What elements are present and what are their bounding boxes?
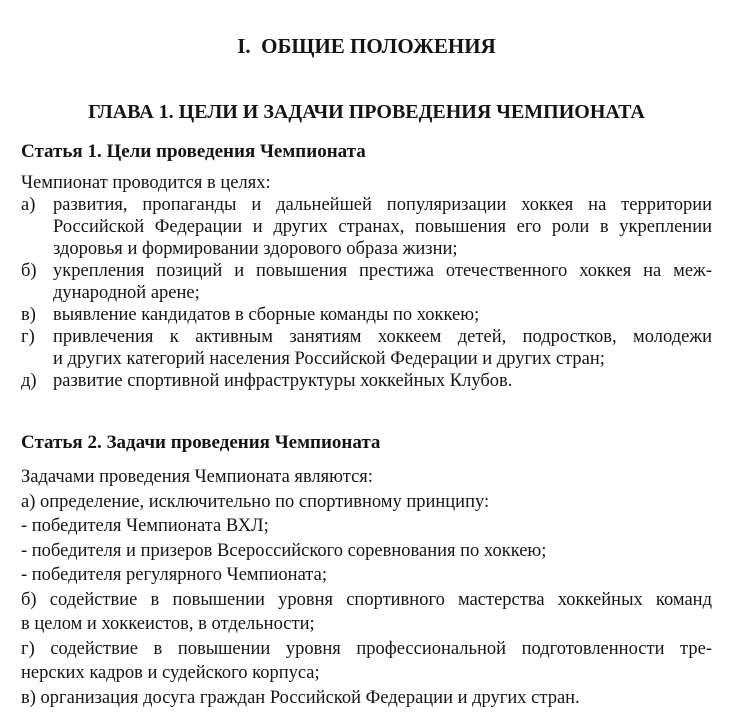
paragraph — [21, 563, 712, 588]
text-line: развития, пропаганды и дальнейшей популяризации хоккея на территории — [53, 195, 712, 215]
article-1-heading: Статья 1. Цели проведения Чемпионата — [21, 141, 366, 162]
article-1 — [21, 140, 712, 392]
text-line: в) организация досуга граждан Российской Федерации и других стран. — [21, 687, 580, 708]
item-marker: в) — [21, 305, 36, 325]
text-line: укрепления позиций и повышения престижа отечественного хоккея на меж- — [53, 261, 712, 281]
section-title: I. ОБЩИЕ ПОЛОЖЕНИЯ — [237, 34, 496, 58]
list-item — [21, 194, 712, 260]
text-line: дународной арене; — [53, 283, 200, 303]
text-line: г) содействие в повышении уровня профессиональной подготовленности тре- — [21, 638, 712, 659]
text-line: выявление кандидатов в сборные команды по хоккею; — [53, 305, 480, 325]
text-line: - победителя регулярного Чемпионата; — [21, 565, 327, 585]
article-2-heading: Статья 2. Задачи проведения Чемпионата — [21, 432, 381, 453]
list-item — [21, 260, 712, 304]
paragraph — [21, 637, 712, 686]
text-line: и других категорий населения Российской Федерации и других стран; — [53, 349, 605, 369]
text-line: развитие спортивной инфраструктуры хоккейных Клубов. — [53, 371, 513, 391]
text-line: - победителя Чемпионата ВХЛ; — [21, 516, 269, 536]
item-marker: г) — [21, 327, 35, 347]
article-2 — [21, 431, 712, 710]
item-marker: а) — [21, 195, 36, 215]
text-line: в целом и хоккеистов, в отдельности; — [21, 614, 315, 634]
paragraph — [21, 514, 712, 539]
text-line: привлечения к активным занятиям хоккеем детей, подростков, молодежи — [53, 327, 712, 347]
article-1-intro: Чемпионат проводится в целях: — [21, 173, 271, 193]
paragraph — [21, 588, 712, 637]
article-1-list — [21, 194, 712, 392]
text-line: а) определение, исключительно по спортивному принципу: — [21, 491, 490, 512]
list-item — [21, 326, 712, 370]
item-marker: д) — [21, 371, 37, 391]
paragraph — [21, 686, 712, 711]
text-line: здоровья и формировании здорового образа жизни; — [53, 239, 458, 259]
list-item — [21, 370, 712, 392]
chapter-heading: ГЛАВА 1. ЦЕЛИ И ЗАДАЧИ ПРОВЕДЕНИЯ ЧЕМПИОНАТА — [88, 101, 645, 123]
item-marker: б) — [21, 261, 37, 281]
list-item — [21, 304, 712, 326]
article-2-intro: Задачами проведения Чемпионата являются: — [21, 467, 373, 487]
text-line: Российской Федерации и других странах, повышения его роли в укреплении — [53, 217, 712, 237]
text-line: - победителя и призеров Всероссийского соревнования по хоккею; — [21, 540, 547, 561]
article-2-list — [21, 490, 712, 711]
paragraph — [21, 539, 712, 564]
paragraph — [21, 490, 712, 515]
text-line: нерских кадров и судейского корпуса; — [21, 663, 320, 683]
text-line: б) содействие в повышении уровня спортивного мастерства хоккейных команд — [21, 589, 712, 610]
